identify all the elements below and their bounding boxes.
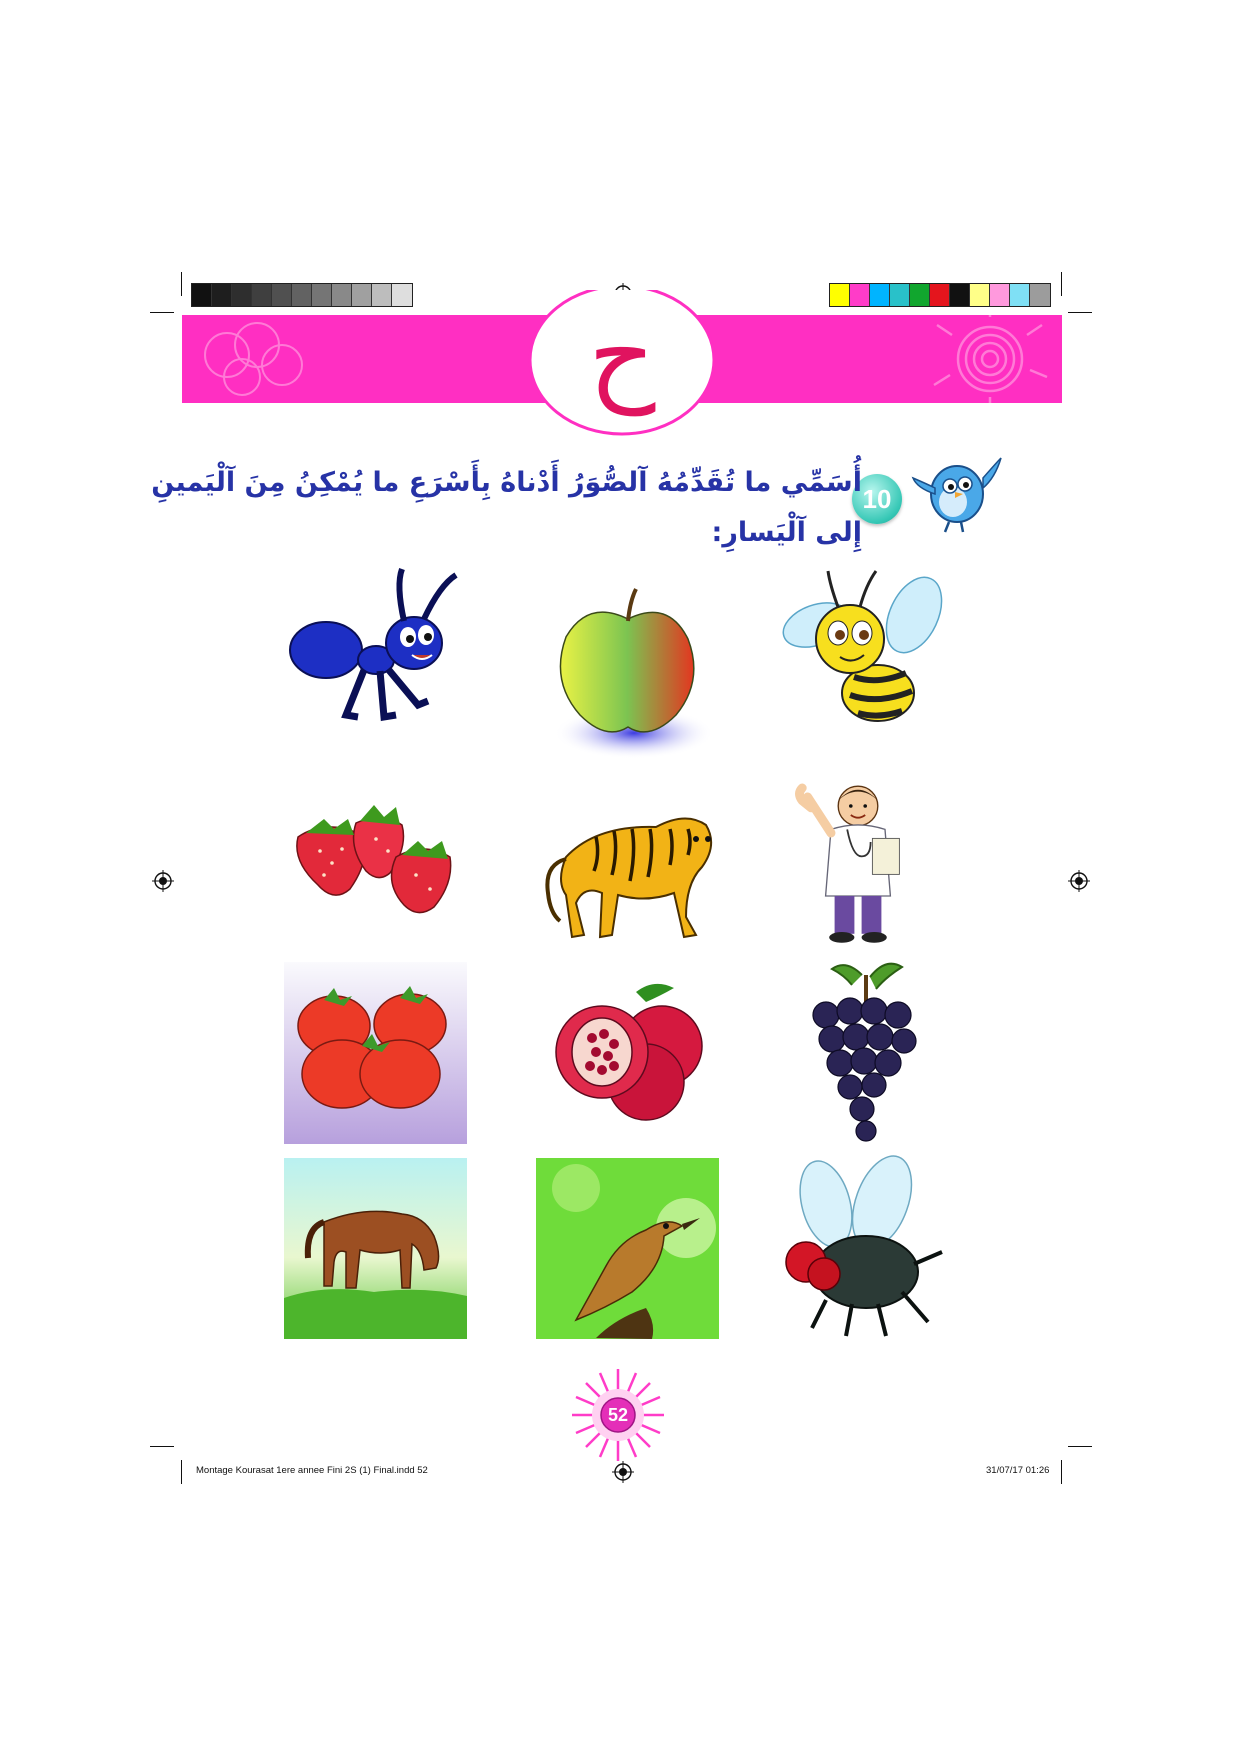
strawberries-picture bbox=[284, 785, 468, 965]
bird-picture bbox=[536, 1158, 719, 1339]
arabic-letter: ح bbox=[588, 294, 656, 416]
doctor-picture bbox=[766, 770, 950, 950]
calibration-swatch bbox=[990, 284, 1010, 306]
calibration-swatch bbox=[352, 284, 372, 306]
grapes-picture bbox=[766, 955, 950, 1155]
calibration-swatch bbox=[192, 284, 212, 306]
sun-decoration-icon bbox=[912, 315, 1062, 403]
bee-picture bbox=[766, 565, 950, 745]
crop-mark bbox=[150, 1446, 174, 1447]
crop-mark bbox=[1061, 272, 1062, 296]
pomegranate-icon bbox=[536, 962, 720, 1142]
calibration-swatch bbox=[870, 284, 890, 306]
tiger-picture bbox=[536, 785, 720, 965]
grapes-icon bbox=[766, 955, 950, 1155]
calibration-swatch bbox=[332, 284, 352, 306]
apple-icon bbox=[536, 585, 720, 765]
calibration-swatch bbox=[950, 284, 970, 306]
instruction-line-2: إِلى آلْيَسارِ: bbox=[711, 517, 862, 548]
calibration-swatch bbox=[292, 284, 312, 306]
calibration-swatch bbox=[312, 284, 332, 306]
crop-mark bbox=[1061, 1460, 1062, 1484]
ant-picture bbox=[284, 565, 468, 745]
strawberry-icon bbox=[284, 785, 468, 965]
color-calibration-bar bbox=[829, 283, 1051, 307]
calibration-swatch bbox=[392, 284, 412, 306]
crop-mark bbox=[181, 272, 182, 296]
bird-icon bbox=[536, 1158, 719, 1339]
calibration-swatch bbox=[830, 284, 850, 306]
letter-circle bbox=[527, 290, 717, 440]
exercise-instruction bbox=[142, 458, 862, 558]
bee-icon bbox=[766, 565, 950, 745]
footer-file-info: Montage Kourasat 1ere annee Fini 2S (1) Final.indd 52 bbox=[196, 1465, 428, 1476]
registration-mark-icon bbox=[1068, 870, 1090, 892]
crop-mark bbox=[181, 1460, 182, 1484]
calibration-swatch bbox=[1010, 284, 1030, 306]
horse-icon bbox=[284, 1158, 467, 1339]
crop-mark bbox=[150, 312, 174, 313]
calibration-swatch bbox=[910, 284, 930, 306]
calibration-swatch bbox=[850, 284, 870, 306]
registration-mark-icon bbox=[152, 870, 174, 892]
grayscale-calibration-bar bbox=[191, 283, 413, 307]
calibration-swatch bbox=[930, 284, 950, 306]
tomatoes-picture bbox=[284, 962, 467, 1144]
calibration-swatch bbox=[372, 284, 392, 306]
doctor-icon bbox=[766, 770, 950, 950]
horse-picture bbox=[284, 1158, 467, 1339]
crop-mark bbox=[1068, 312, 1092, 313]
page-number-badge bbox=[568, 1365, 668, 1465]
blue-bird-icon bbox=[905, 448, 1005, 536]
exercise-number-badge: 10 bbox=[852, 474, 902, 524]
calibration-swatch bbox=[1030, 284, 1050, 306]
calibration-swatch bbox=[890, 284, 910, 306]
ant-icon bbox=[284, 565, 468, 745]
tiger-icon bbox=[536, 785, 720, 965]
calibration-swatch bbox=[252, 284, 272, 306]
fly-picture bbox=[766, 1152, 950, 1342]
calibration-swatch bbox=[212, 284, 232, 306]
cloud-decoration-icon bbox=[182, 315, 322, 403]
page-number: 52 bbox=[607, 1405, 629, 1425]
fly-icon bbox=[766, 1152, 950, 1342]
apple-picture bbox=[536, 585, 720, 765]
calibration-swatch bbox=[970, 284, 990, 306]
calibration-swatch bbox=[272, 284, 292, 306]
tomato-icon bbox=[284, 962, 467, 1144]
pomegranates-picture bbox=[536, 962, 720, 1142]
calibration-swatch bbox=[232, 284, 252, 306]
instruction-line-1: أُسَمِّي ما تُقَدِّمُهُ آلصُّوَرُ أَدْناهُ بِأَسْرَعِ ما يُمْكِنُ مِنَ آلْيَمينِ bbox=[151, 467, 862, 498]
crop-mark bbox=[1068, 1446, 1092, 1447]
footer-timestamp: 31/07/17 01:26 bbox=[986, 1465, 1050, 1476]
